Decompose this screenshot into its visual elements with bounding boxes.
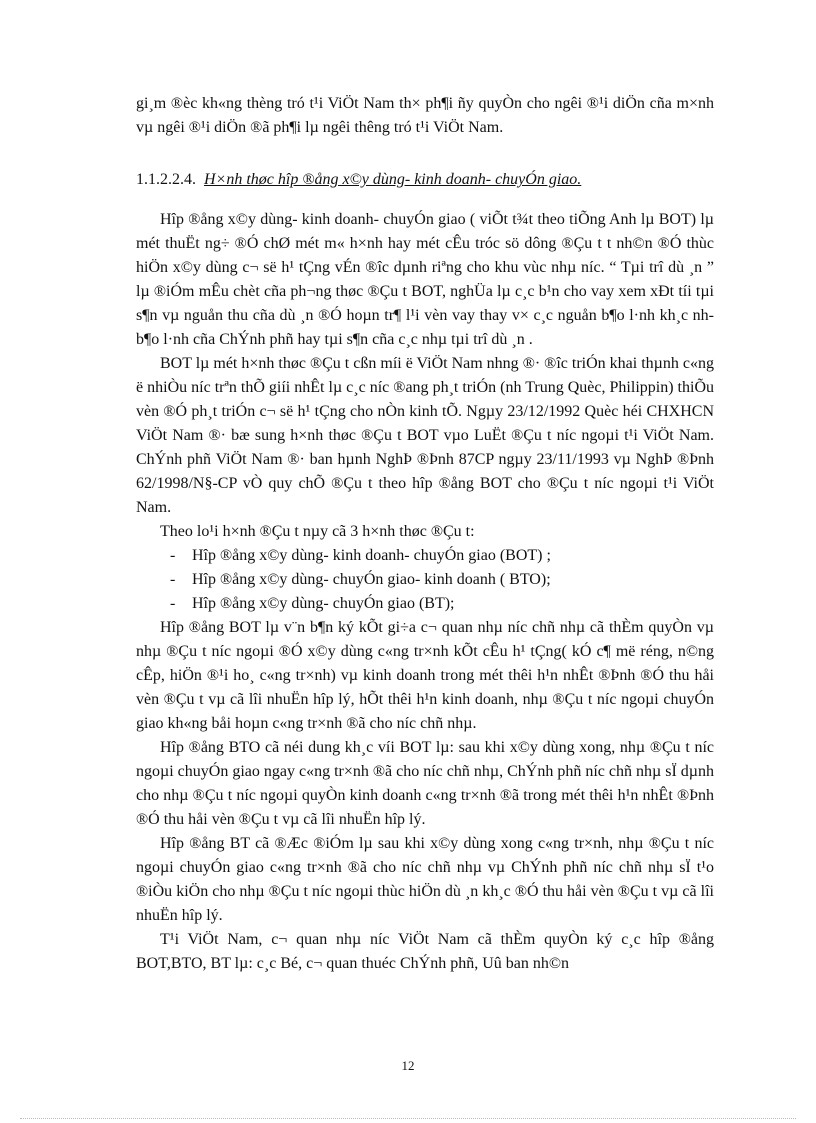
paragraph: Hîp ®ång BOT lµ v¨n b¶n ký kÕt gi÷a c¬ quan nhµ níc chñ nhµ cã thÈm quyÒn vµ nhµ ®Çu t níc ngoµi ®Ó x©y dùng c«ng tr×nh kÕt cÊu h¹ tÇng( kÓ c¶ më réng, n©ng cÊp, hiÖn ®¹i ho¸ c«ng tr×nh) vµ kinh doanh trong mét thêi h¹n nhÊt ®Þnh ®Ó thu håi vèn ®Çu t vµ cã lîi nhuËn hîp lý, hÕt thêi h¹n kinh doanh, nhµ ®Çu t níc ngoµi chuyÓn giao kh«ng båi hoµn c«ng tr×nh ®ã cho níc chñ nhµ. [136,619,714,732]
list-item: - Hîp ®ång x©y dùng- chuyÓn giao (BT); [170,592,714,616]
paragraph: Hîp ®ång BTO cã néi dung kh¸c víi BOT lµ: sau khi x©y dùng xong, nhµ ®Çu t níc ngoµi chuyÓn giao ngay c«ng tr×nh ®ã cho níc chñ nhµ, ChÝnh phñ níc chñ nhµ sÏ dµnh cho nhµ ®Çu t níc ngoµi quyÒn kinh doanh c«ng tr×nh ®ã trong mét thêi h¹n nhÊt ®Þnh ®Ó thu håi vèn ®Çu t vµ cã lîi nhuËn hîp lý. [136,739,714,828]
section-heading [136,168,714,192]
footer-divider [20,1118,796,1119]
paragraph-continuation: gi¸m ®èc kh«ng thèng tró t¹i ViÖt Nam th× ph¶i ñy quyÒn cho ngêi ®¹i diÖn cña m×nh vµ ngêi ®¹i diÖn ®ã ph¶i lµ ngêi thêng tró t¹i ViÖt Nam. [136,95,714,136]
list-item: - Hîp ®ång x©y dùng- chuyÓn giao- kinh doanh ( BTO); [170,568,714,592]
page-body [136,92,714,976]
paragraph: T¹i ViÖt Nam, c¬ quan nhµ níc ViÖt Nam cã thÈm quyÒn ký c¸c hîp ®ång BOT,BTO, BT lµ: c¸c Bé, c¬ quan thuéc ChÝnh phñ, Uû ban nh©n [136,931,714,972]
paragraph: Hîp ®ång x©y dùng- kinh doanh- chuyÓn giao ( viÕt t¾t theo tiÕng Anh lµ BOT) lµ mét thuËt ng÷ ®Ó chØ mét m« h×nh hay mét cÊu tróc sö dông ®Çu t t nh©n ®Ó thùc hiÖn x©y dùng c¬ së h¹ tÇng vÉn ®îc dµnh riªng cho khu vùc nhµ níc. “ Tµi trî dù ¸n ” lµ ®iÓm mÊu chèt cña ph¬ng thøc ®Çu t BOT, nghÜa lµ c¸c b¹n cho vay xem xÐt tíi tµi s¶n vµ nguån thu cña dù ¸n ®Ó hoµn tr¶ l¹i vèn vay thay v× c¸c nguån b¶o l·nh kh¸c nh b¶o l·nh cña ChÝnh phñ hay tµi s¶n cña c¸c nhµ tµi trî dù ¸n . [136,211,714,348]
paragraph: Hîp ®ång BT cã ®Æc ®iÓm lµ sau khi x©y dùng xong c«ng tr×nh, nhµ ®Çu t níc ngoµi chuyÓn giao c«ng tr×nh ®ã cho níc chñ nhµ vµ ChÝnh phñ níc chñ nhµ sÏ t¹o ®iÒu kiÖn cho nhµ ®Çu t níc ngoµi thùc hiÖn dù ¸n kh¸c ®Ó thu håi vèn ®Çu t vµ cã lîi nhuËn hîp lý. [136,835,714,924]
paragraph: Theo lo¹i h×nh ®Çu t nµy cã 3 h×nh thøc ®Çu t: [160,523,475,540]
bullet-list [136,544,714,616]
section-number: 1.1.2.2.4. [136,171,196,188]
list-item: - Hîp ®ång x©y dùng- kinh doanh- chuyÓn giao (BOT) ; [170,544,714,568]
page-number: 12 [401,1058,415,1073]
paragraph: BOT lµ mét h×nh thøc ®Çu t cßn míi ë ViÖt Nam nhng ®· ®îc triÓn khai thµnh c«ng ë nhiÒu níc trªn thÕ giíi nhÊt lµ c¸c níc ®ang ph¸t triÓn (nh Trung Quèc, Philippin) thiÕu vèn ®Ó ph¸t triÓn c¬ së h¹ tÇng cho nÒn kinh tÕ. Ngµy 23/12/1992 Quèc héi CHXHCN ViÖt Nam ®· bæ sung h×nh thøc ®Çu t BOT vµo LuËt ®Çu t níc ngoµi t¹i ViÖt Nam. ChÝnh phñ ViÖt Nam ®· ban hµnh NghÞ ®Þnh 87CP ngµy 23/11/1993 vµ NghÞ ®Þnh 62/1998/N§-CP vÒ quy chÕ ®Çu t theo hîp ®ång BOT cho ®Çu t níc ngoµi t¹i ViÖt Nam. [136,355,714,516]
section-title: H×nh thøc hîp ®ång x©y dùng- kinh doanh- chuyÓn giao. [204,171,582,188]
